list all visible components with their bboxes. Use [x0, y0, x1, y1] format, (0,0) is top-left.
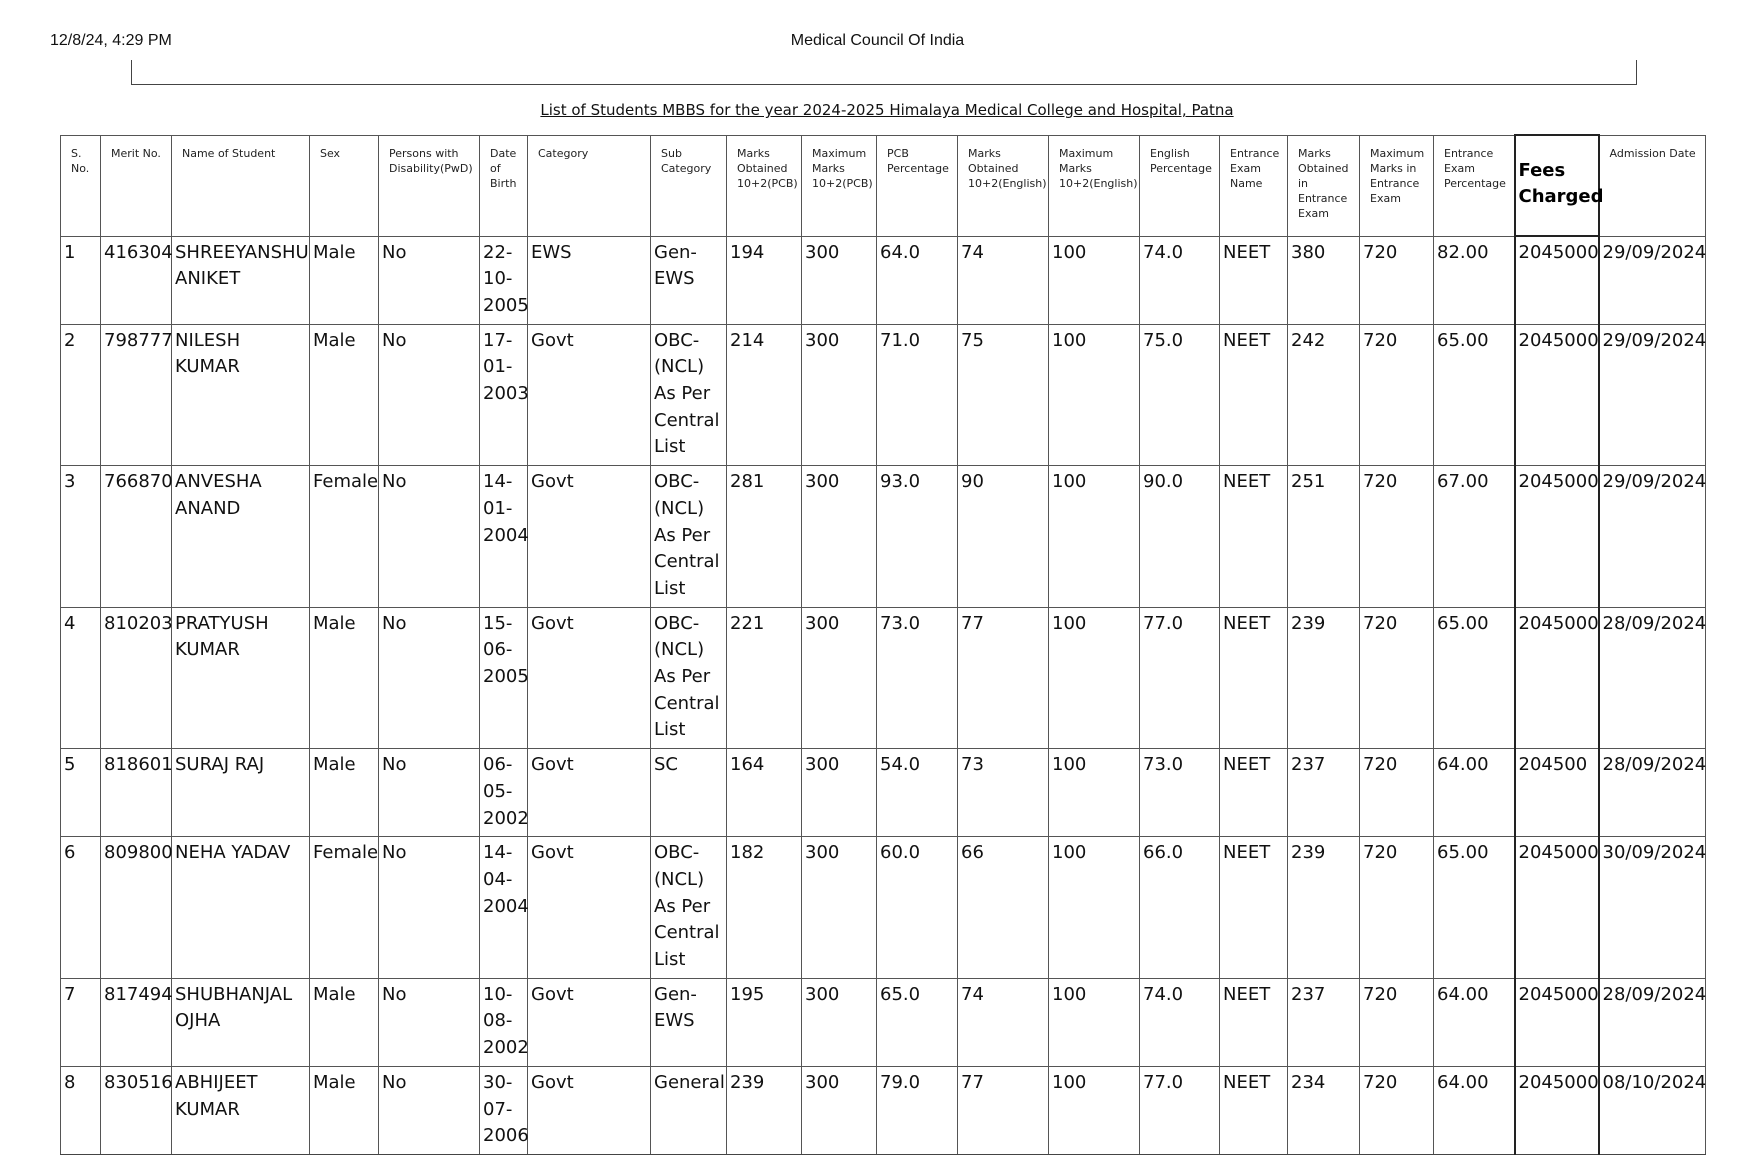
print-datetime: 12/8/24, 4:29 PM [50, 32, 172, 49]
table-cell: 100 [1049, 236, 1140, 324]
table-cell: 100 [1049, 837, 1140, 979]
table-cell: 830516 [101, 1066, 172, 1154]
table-cell: OBC-(NCL) As Per Central List [651, 466, 727, 608]
table-cell: 15-06-2005 [480, 607, 528, 749]
table-cell: 22-10-2005 [480, 236, 528, 324]
table-cell: 65.0 [877, 978, 958, 1066]
table-cell: 30-07-2006 [480, 1066, 528, 1154]
table-cell: 74 [958, 236, 1049, 324]
table-cell: 300 [802, 236, 877, 324]
table-cell: Female [310, 466, 379, 608]
table-cell: 54.0 [877, 749, 958, 837]
column-header: Name of Student [172, 135, 310, 236]
table-cell: PRATYUSH KUMAR [172, 607, 310, 749]
table-cell: 2 [61, 324, 101, 466]
table-cell: 300 [802, 749, 877, 837]
table-cell: 74 [958, 978, 1049, 1066]
table-cell: 237 [1288, 978, 1360, 1066]
table-cell: Govt [528, 466, 651, 608]
table-cell: ANVESHA ANAND [172, 466, 310, 608]
column-header-fees: Fees Charged [1515, 135, 1599, 236]
table-cell: 28/09/2024 [1599, 978, 1706, 1066]
table-cell: 66.0 [1140, 837, 1220, 979]
column-header: S. No. [61, 135, 101, 236]
table-cell: 817494 [101, 978, 172, 1066]
table-cell: Male [310, 749, 379, 837]
table-cell: 29/09/2024 [1599, 236, 1706, 324]
table-cell: 65.00 [1434, 837, 1515, 979]
column-header: Marks Obtained in Entrance Exam [1288, 135, 1360, 236]
table-cell: 237 [1288, 749, 1360, 837]
table-cell: NEET [1220, 324, 1288, 466]
table-cell: 720 [1360, 978, 1434, 1066]
table-cell: 90 [958, 466, 1049, 608]
table-cell: 66 [958, 837, 1049, 979]
table-cell: No [379, 324, 480, 466]
column-header: Maximum Marks 10+2(PCB) [802, 135, 877, 236]
table-cell: No [379, 978, 480, 1066]
table-cell: Male [310, 236, 379, 324]
table-cell: 2045000 [1515, 1066, 1599, 1154]
table-cell: 2045000 [1515, 236, 1599, 324]
table-cell: 214 [727, 324, 802, 466]
table-cell: Govt [528, 1066, 651, 1154]
table-cell: 300 [802, 978, 877, 1066]
table-cell: 10-08-2002 [480, 978, 528, 1066]
table-cell: 8 [61, 1066, 101, 1154]
header-bracket-line [131, 60, 1637, 85]
table-cell: 65.00 [1434, 607, 1515, 749]
table-cell: 234 [1288, 1066, 1360, 1154]
table-row [61, 466, 1706, 608]
table-cell: 30/09/2024 [1599, 837, 1706, 979]
table-cell: 64.00 [1434, 978, 1515, 1066]
table-cell: 720 [1360, 1066, 1434, 1154]
table-cell: 75 [958, 324, 1049, 466]
table-cell: 82.00 [1434, 236, 1515, 324]
table-cell: 64.00 [1434, 749, 1515, 837]
table-cell: 766870 [101, 466, 172, 608]
table-cell: 71.0 [877, 324, 958, 466]
table-cell: NEET [1220, 1066, 1288, 1154]
table-cell: 29/09/2024 [1599, 324, 1706, 466]
table-cell: 100 [1049, 607, 1140, 749]
table-cell: 90.0 [1140, 466, 1220, 608]
table-cell: SHUBHANJAL OJHA [172, 978, 310, 1066]
table-cell: 239 [727, 1066, 802, 1154]
table-cell: 720 [1360, 466, 1434, 608]
table-cell: General [651, 1066, 727, 1154]
table-cell: 73.0 [1140, 749, 1220, 837]
table-cell: SC [651, 749, 727, 837]
table-cell: 73.0 [877, 607, 958, 749]
column-header: Sex [310, 135, 379, 236]
table-row [61, 837, 1706, 979]
table-caption: List of Students MBBS for the year 2024-2025 Himalaya Medical College and Hospital, Patna [540, 101, 1234, 119]
table-cell: 195 [727, 978, 802, 1066]
table-cell: 809800 [101, 837, 172, 979]
table-cell: 14-04-2004 [480, 837, 528, 979]
table-cell: 06-05-2002 [480, 749, 528, 837]
table-cell: 2045000 [1515, 978, 1599, 1066]
table-row [61, 324, 1706, 466]
table-cell: NEET [1220, 749, 1288, 837]
table-cell: NEET [1220, 236, 1288, 324]
column-header: Entrance Exam Percentage [1434, 135, 1515, 236]
table-cell: 720 [1360, 607, 1434, 749]
column-header: Date of Birth [480, 135, 528, 236]
table-cell: 77.0 [1140, 1066, 1220, 1154]
table-cell: 380 [1288, 236, 1360, 324]
table-cell: 300 [802, 837, 877, 979]
table-cell: No [379, 466, 480, 608]
column-header: Admission Date [1599, 135, 1706, 236]
table-cell: NEET [1220, 978, 1288, 1066]
site-title: Medical Council Of India [790, 32, 965, 49]
table-cell: 28/09/2024 [1599, 749, 1706, 837]
column-header: Marks Obtained 10+2(English) [958, 135, 1049, 236]
table-cell: 100 [1049, 1066, 1140, 1154]
table-cell: 77.0 [1140, 607, 1220, 749]
table-cell: No [379, 749, 480, 837]
table-cell: NILESH KUMAR [172, 324, 310, 466]
table-cell: 720 [1360, 236, 1434, 324]
table-cell: NEHA YADAV [172, 837, 310, 979]
table-cell: 7 [61, 978, 101, 1066]
table-cell: 251 [1288, 466, 1360, 608]
table-cell: 2045000 [1515, 466, 1599, 608]
column-header: Category [528, 135, 651, 236]
table-cell: Female [310, 837, 379, 979]
table-cell: 300 [802, 324, 877, 466]
table-cell: 300 [802, 607, 877, 749]
table-cell: 93.0 [877, 466, 958, 608]
table-cell: Govt [528, 607, 651, 749]
table-row [61, 749, 1706, 837]
table-cell: 221 [727, 607, 802, 749]
table-cell: 08/10/2024 [1599, 1066, 1706, 1154]
column-header: Maximum Marks 10+2(English) [1049, 135, 1140, 236]
table-cell: 281 [727, 466, 802, 608]
table-cell: Govt [528, 324, 651, 466]
table-cell: 1 [61, 236, 101, 324]
table-cell: 100 [1049, 978, 1140, 1066]
table-cell: 6 [61, 837, 101, 979]
table-row [61, 236, 1706, 324]
table-cell: 798777 [101, 324, 172, 466]
table-cell: No [379, 837, 480, 979]
table-cell: 77 [958, 1066, 1049, 1154]
table-cell: 720 [1360, 837, 1434, 979]
table-cell: 5 [61, 749, 101, 837]
table-cell: 67.00 [1434, 466, 1515, 608]
table-cell: SURAJ RAJ [172, 749, 310, 837]
table-cell: OBC-(NCL) As Per Central List [651, 324, 727, 466]
table-cell: OBC-(NCL) As Per Central List [651, 607, 727, 749]
table-cell: 164 [727, 749, 802, 837]
table-cell: 194 [727, 236, 802, 324]
table-cell: 204500 [1515, 749, 1599, 837]
table-cell: ABHIJEET KUMAR [172, 1066, 310, 1154]
table-cell: 239 [1288, 837, 1360, 979]
students-table [60, 134, 1706, 1155]
column-header: Maximum Marks in Entrance Exam [1360, 135, 1434, 236]
table-cell: 416304 [101, 236, 172, 324]
table-cell: 4 [61, 607, 101, 749]
table-cell: Male [310, 1066, 379, 1154]
table-cell: 300 [802, 466, 877, 608]
table-cell: Male [310, 607, 379, 749]
table-cell: 73 [958, 749, 1049, 837]
column-header: Sub Category [651, 135, 727, 236]
table-cell: 14-01-2004 [480, 466, 528, 608]
table-cell: 65.00 [1434, 324, 1515, 466]
table-cell: SHREEYANSHU ANIKET [172, 236, 310, 324]
table-row [61, 978, 1706, 1066]
table-cell: 100 [1049, 466, 1140, 608]
table-cell: NEET [1220, 607, 1288, 749]
table-cell: 720 [1360, 749, 1434, 837]
table-cell: 818601 [101, 749, 172, 837]
table-cell: Male [310, 978, 379, 1066]
table-cell: Govt [528, 837, 651, 979]
table-cell: Govt [528, 978, 651, 1066]
table-cell: 17-01-2003 [480, 324, 528, 466]
table-cell: 29/09/2024 [1599, 466, 1706, 608]
table-row [61, 607, 1706, 749]
table-cell: 100 [1049, 749, 1140, 837]
column-header: PCB Percentage [877, 135, 958, 236]
table-cell: 64.00 [1434, 1066, 1515, 1154]
table-cell: No [379, 1066, 480, 1154]
table-cell: Govt [528, 749, 651, 837]
table-cell: 239 [1288, 607, 1360, 749]
table-cell: 74.0 [1140, 236, 1220, 324]
table-cell: OBC-(NCL) As Per Central List [651, 837, 727, 979]
table-cell: No [379, 236, 480, 324]
table-cell: 28/09/2024 [1599, 607, 1706, 749]
table-cell: NEET [1220, 466, 1288, 608]
table-cell: EWS [528, 236, 651, 324]
table-cell: 3 [61, 466, 101, 608]
table-cell: 2045000 [1515, 324, 1599, 466]
table-cell: 74.0 [1140, 978, 1220, 1066]
table-cell: 242 [1288, 324, 1360, 466]
table-cell: Male [310, 324, 379, 466]
table-cell: Gen-EWS [651, 978, 727, 1066]
table-cell: No [379, 607, 480, 749]
table-cell: 100 [1049, 324, 1140, 466]
table-cell: 60.0 [877, 837, 958, 979]
table-cell: Gen-EWS [651, 236, 727, 324]
table-cell: 2045000 [1515, 607, 1599, 749]
table-cell: 64.0 [877, 236, 958, 324]
table-cell: 2045000 [1515, 837, 1599, 979]
table-cell: 810203 [101, 607, 172, 749]
column-header: Merit No. [101, 135, 172, 236]
column-header: Persons with Disability(PwD) [379, 135, 480, 236]
table-cell: 300 [802, 1066, 877, 1154]
table-header-row [61, 135, 1706, 236]
table-cell: 79.0 [877, 1066, 958, 1154]
table-cell: 182 [727, 837, 802, 979]
table-row [61, 1066, 1706, 1154]
column-header: Marks Obtained 10+2(PCB) [727, 135, 802, 236]
column-header: Entrance Exam Name [1220, 135, 1288, 236]
table-cell: 720 [1360, 324, 1434, 466]
table-cell: 75.0 [1140, 324, 1220, 466]
table-cell: NEET [1220, 837, 1288, 979]
column-header: English Percentage [1140, 135, 1220, 236]
table-cell: 77 [958, 607, 1049, 749]
